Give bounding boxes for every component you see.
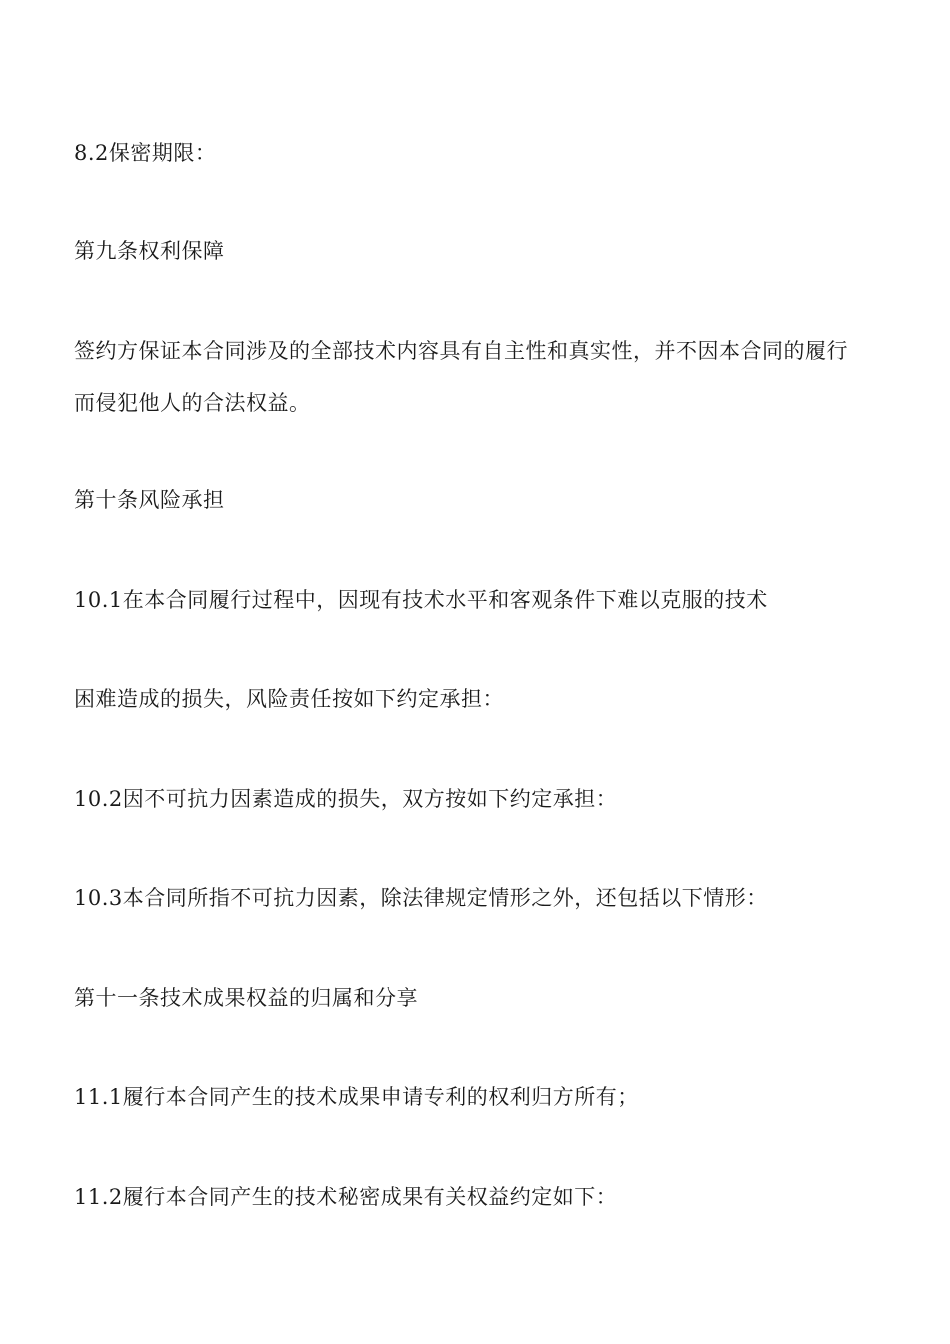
clause-8-2-confidentiality-period: 8.2保密期限：: [74, 141, 217, 165]
article-9-body-line-2: 而侵犯他人的合法权益。: [74, 391, 311, 415]
clause-10-2: 10.2因不可抗力因素造成的损失，双方按如下约定承担：: [74, 787, 618, 811]
clause-11-2: 11.2履行本合同产生的技术秘密成果有关权益约定如下：: [74, 1185, 618, 1209]
clause-10-1-line-2: 困难造成的损失，风险责任按如下约定承担：: [74, 687, 504, 711]
article-9-body-line-1: 签约方保证本合同涉及的全部技术内容具有自主性和真实性，并不因本合同的履行: [74, 339, 848, 363]
article-10-heading: 第十条风险承担: [74, 488, 225, 512]
clause-11-1: 11.1履行本合同产生的技术成果申请专利的权利归方所有；: [74, 1085, 639, 1109]
clause-10-3: 10.3本合同所指不可抗力因素，除法律规定情形之外，还包括以下情形：: [74, 886, 768, 910]
article-9-heading: 第九条权利保障: [74, 239, 225, 263]
article-11-heading: 第十一条技术成果权益的归属和分享: [74, 986, 418, 1010]
clause-10-1-line-1: 10.1在本合同履行过程中，因现有技术水平和客观条件下难以克服的技术: [74, 588, 768, 612]
